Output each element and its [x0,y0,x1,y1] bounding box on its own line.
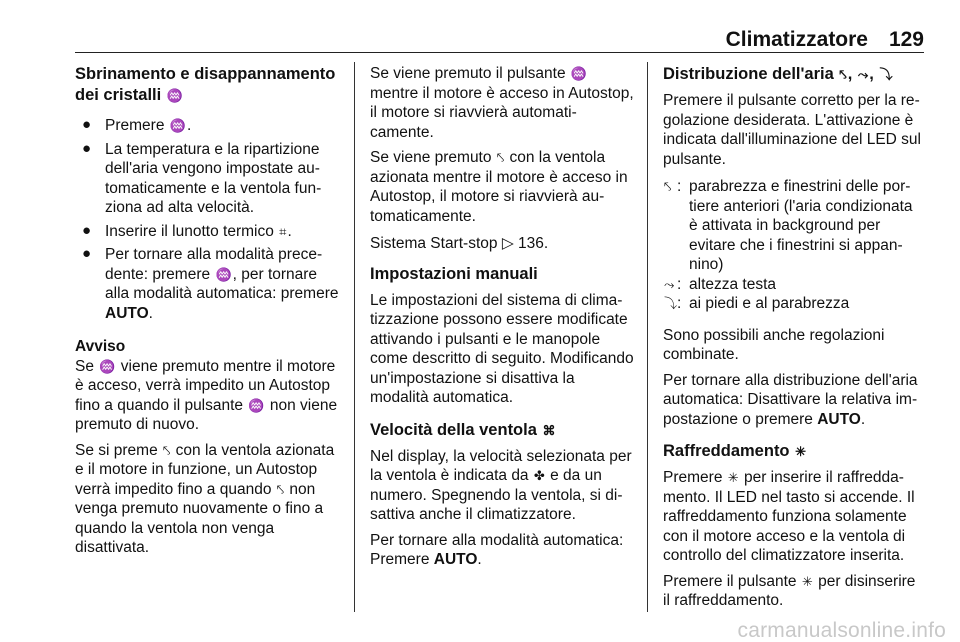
defrost-icon: ♒ [215,266,232,282]
defrost-icon: ♒ [570,66,588,81]
list-item: ● Per tornare alla modalità precedente: premere ♒, per tornare alla modalità automatica: premere AUTO. [82,245,339,322]
snowflake-icon: ✳ [801,573,813,589]
fan-speed-icon: ✤ [533,468,545,483]
paragraph: Le impostazioni del sistema di climatizzazione possono essere modificate attivando i pulsanti e le manopole come descritto di seguito. Modificando un'impostazione si disattiva la modalità automatica. [370,291,634,406]
defrost-icon: ♒ [248,397,265,413]
column-1 [75,64,341,558]
section-heading: Distribuzione dell'aria ⤣, ⤳, ⤵ [663,65,893,83]
paragraph: Sono possibili anche regolazioni combinate. [663,326,885,363]
chapter-title: Climatizzatore [725,28,868,51]
column-3 [663,64,925,611]
paragraph: Premere il pulsante ✳ per disinserire il raffreddamento. [663,572,916,609]
paragraph: Se si preme ⤣ con la ventola azionata e il motore in funzione, un Autostop verrà impedito fino a quando ⤣ non venga premuto nuovamente o fino a quando la ventola non venga disattivata. [75,441,335,556]
column-2 [370,64,634,570]
airflow-windscreen-icon: ⤣ [276,481,285,497]
header-rule [75,52,924,53]
snowflake-icon: ✳ [727,470,739,485]
section-heading: Impostazioni manuali [370,264,538,283]
section-heading: Raffreddamento ✳ [663,442,807,460]
watermark: carmanualsonline.info [737,618,946,642]
definition-item: ⤣ : parabrezza e finestrini delle portiere anteriori (l'aria condizionata è attivata in background per evitare che i finestrini si appannino) [664,178,913,273]
snowflake-icon: ✳ [795,444,807,459]
rear-window-heater-icon: ⌗ [279,223,287,239]
paragraph: Se ♒ viene premuto mentre il motore è acceso, verrà impedito un Autostop fino a quando il pulsante ♒ non viene premuto di nuovo. [75,357,338,433]
defrost-icon: ♒ [166,88,183,103]
paragraph: Per tornare alla modalità automatica: Premere AUTO. [370,531,624,568]
list-item: ● La temperatura e la ripartizione dell'aria vengono impostate automaticamente e la ventola funziona ad alta velocità. [82,139,322,216]
page-number: 129 [888,28,924,51]
notice-title: Avviso [75,338,126,355]
fan-icon: ⌘ [542,422,556,438]
paragraph: Nel display, la velocità selezionata per la ventola è indicata da ✤ e da un numero. Spegnendo la ventola, si disattiva anche il climatizzatore. [370,447,632,523]
paragraph: Premere il pulsante corretto per la regolazione desiderata. L'attivazione è indicata dall'illuminazione del LED sul pulsante. [663,92,921,168]
cross-reference: Sistema Start-stop ▷ 136. [370,235,549,252]
column-divider [354,62,355,612]
airflow-head-icon: ⤳ [664,276,675,292]
section-heading: Velocità della ventola ⌘ [370,420,556,439]
airflow-windscreen-icon: ⤣ [839,67,847,82]
airflow-feet-icon: ⤵ [664,296,678,311]
list-item: ● Inserire il lunotto termico ⌗. [82,221,292,240]
paragraph: Se viene premuto ⤣ con la ventola azionata mentre il motore è acceso in Autostop, il motore si riavvierà automaticamente. [370,149,628,225]
airflow-windscreen-icon: ⤣ [664,179,672,194]
definition-item: ⤵ : ai piedi e al parabrezza [664,295,850,312]
paragraph: Premere ✳ per inserire il raffreddamento. Il LED nel tasto si accende. Il raffreddamento funziona solamente con il motore acceso e la ventola di controllo del climatizzatore inserita. [663,469,915,564]
page-reference-icon: ▷ [501,235,514,252]
defrost-icon: ♒ [99,358,116,374]
paragraph: Per tornare alla distribuzione dell'aria automatica: Disattivare la relativa impostazione o premere AUTO. [663,371,918,428]
defrost-icon: ♒ [169,118,186,133]
airflow-windscreen-icon: ⤣ [496,150,505,165]
paragraph: Se viene premuto il pulsante ♒ mentre il motore è acceso in Autostop, il motore si riavvierà automaticamente. [370,65,634,141]
airflow-windscreen-icon: ⤣ [163,442,171,458]
list-item: ● Premere ♒. [82,116,192,134]
column-divider [647,62,648,612]
definition-item: ⤳ : altezza testa [664,275,777,293]
airflow-feet-icon: ⤵ [879,67,893,82]
section-heading: Sbrinamento e disappannamento dei cristalli ♒ [75,65,336,104]
airflow-head-icon: ⤳ [857,67,869,82]
